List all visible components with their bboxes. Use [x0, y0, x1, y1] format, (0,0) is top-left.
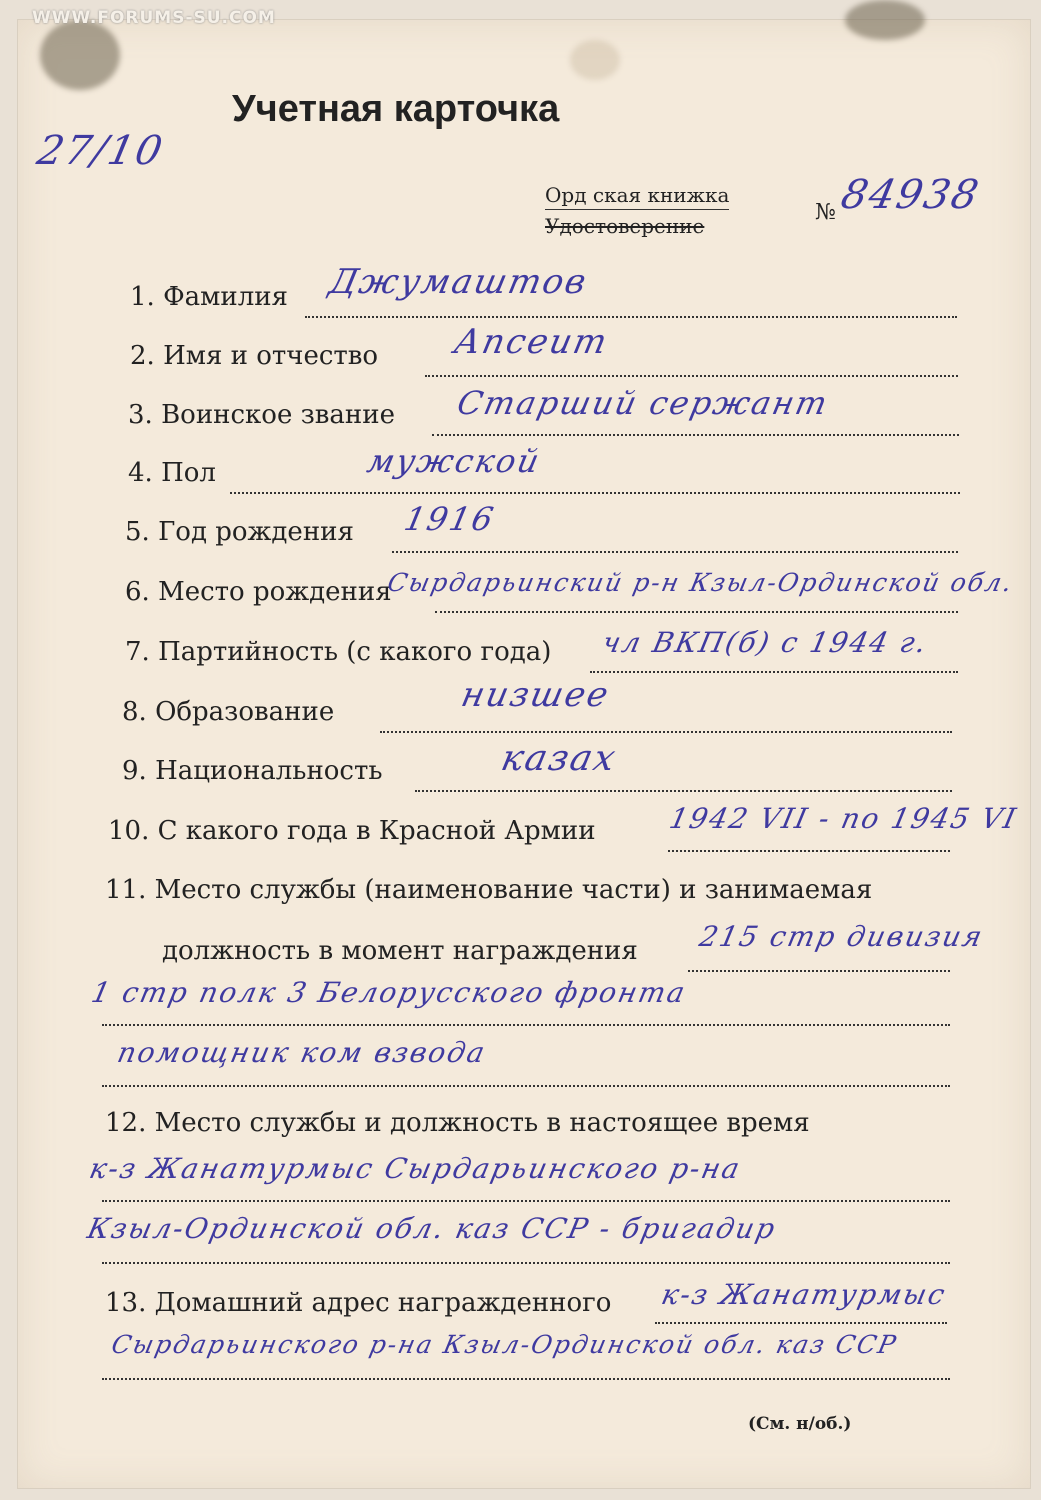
field-label-name: 2. Имя и отчество [130, 341, 379, 371]
dotted-line [432, 434, 959, 436]
field-label-sex: 4. Пол [128, 458, 216, 488]
dotted-line [668, 850, 950, 852]
field-value-army-years: 1942 VII - по 1945 VI [666, 802, 1021, 835]
dotted-line [425, 375, 958, 377]
field-label-current-service: 12. Место службы и должность в настоящее время [105, 1108, 810, 1138]
dotted-line [688, 970, 950, 972]
dotted-line [102, 1024, 950, 1026]
field-value-surname: Джумаштов [325, 262, 592, 302]
footnote: (См. н/об.) [748, 1414, 852, 1434]
doc-type-line1: Орд ская книжка [545, 183, 729, 210]
field-value-birth-year: 1916 [400, 500, 499, 538]
field-value-current-service-line2: Кзыл-Ординской обл. каз ССР - бригадир [84, 1212, 780, 1245]
field-value-unit-line2: 1 стр полк 3 Белорусского фронта [88, 976, 690, 1009]
field-value-sex: мужской [363, 442, 545, 480]
field-label-surname: 1. Фамилия [130, 282, 288, 312]
field-label-party: 7. Партийность (с какого года) [125, 637, 552, 667]
paper-stain [40, 20, 120, 90]
field-value-birth-place: Сырдарьинский р-н Кзыл-Ординской обл. [384, 568, 1017, 597]
field-label-rank: 3. Воинское звание [128, 400, 395, 430]
field-value-party: чл ВКП(б) с 1944 г. [599, 626, 931, 659]
document-type [545, 183, 729, 238]
field-label-position: должность в момент награждения [162, 936, 638, 966]
watermark: WWW.FORUMS-SU.COM [32, 8, 276, 28]
field-value-home-address: к-з Жанатурмыс [658, 1278, 950, 1311]
dotted-line [230, 492, 960, 494]
field-value-education: низшее [457, 675, 614, 715]
corner-note: 27/10 [33, 128, 169, 174]
dotted-line [590, 671, 958, 673]
field-label-home-address: 13. Домашний адрес награжденного [105, 1288, 612, 1318]
field-label-service-place: 11. Место службы (наименование части) и занимаемая [105, 875, 873, 905]
field-value-position: помощник ком взвода [114, 1036, 490, 1069]
field-value-rank: Старший сержант [453, 384, 833, 422]
field-value-home-address-line2: Сырдарьинского р-на Кзыл-Ординской обл. каз ССР [108, 1330, 901, 1359]
field-label-army-years: 10. С какого года в Красной Армии [108, 816, 596, 846]
field-label-education: 8. Образование [122, 697, 335, 727]
field-value-nationality: казах [497, 738, 621, 779]
dotted-line [102, 1262, 950, 1264]
paper-stain [570, 40, 620, 80]
dotted-line [435, 611, 958, 613]
dotted-line [392, 551, 958, 553]
dotted-line [415, 790, 952, 792]
number-label: № [815, 200, 836, 225]
dotted-line [102, 1378, 950, 1380]
field-label-birth-year: 5. Год рождения [125, 517, 354, 547]
doc-type-line2: Удостоверение [545, 214, 705, 238]
dotted-line [380, 731, 952, 733]
dotted-line [102, 1085, 950, 1087]
number-value: 84938 [837, 172, 985, 218]
field-label-birth-place: 6. Место рождения [125, 577, 392, 607]
field-value-unit: 215 стр дивизия [696, 920, 987, 953]
dotted-line [305, 316, 957, 318]
page-title: Учетная карточка [232, 88, 560, 130]
field-value-current-service: к-з Жанатурмыс Сырдарьинского р-на [86, 1152, 745, 1185]
field-label-nationality: 9. Национальность [122, 756, 383, 786]
dotted-line [655, 1322, 947, 1324]
paper-stain [845, 0, 925, 40]
field-value-name: Апсеит [450, 322, 613, 362]
dotted-line [102, 1200, 950, 1202]
